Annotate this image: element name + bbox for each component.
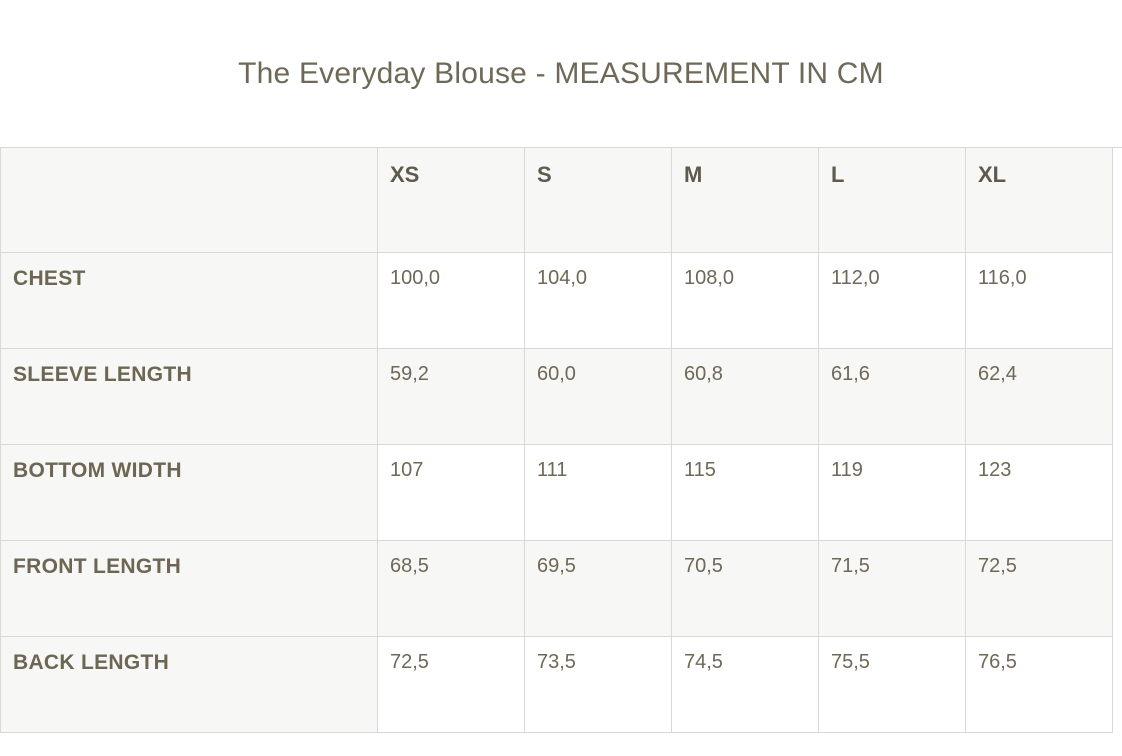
cell-chest-xl: 116,0: [966, 252, 1113, 348]
table-row: [1, 540, 1113, 636]
title-area: [0, 0, 1122, 148]
cell-back-length-xs: 72,5: [378, 636, 525, 732]
cell-chest-s: 104,0: [525, 252, 672, 348]
cell-front-length-xl: 72,5: [966, 540, 1113, 636]
cell-chest-xs: 100,0: [378, 252, 525, 348]
column-header-s: S: [525, 148, 672, 252]
cell-front-length-m: 70,5: [672, 540, 819, 636]
column-header-m: M: [672, 148, 819, 252]
table-row: [1, 348, 1113, 444]
cell-back-length-l: 75,5: [819, 636, 966, 732]
measurements-table: [0, 148, 1113, 733]
row-label-sleeve-length: SLEEVE LENGTH: [1, 348, 378, 444]
row-label-front-length: FRONT LENGTH: [1, 540, 378, 636]
cell-sleeve-length-l: 61,6: [819, 348, 966, 444]
table-row: [1, 636, 1113, 732]
column-header-l: L: [819, 148, 966, 252]
cell-bottom-width-l: 119: [819, 444, 966, 540]
cell-bottom-width-xl: 123: [966, 444, 1113, 540]
cell-front-length-xs: 68,5: [378, 540, 525, 636]
cell-sleeve-length-xl: 62,4: [966, 348, 1113, 444]
cell-sleeve-length-s: 60,0: [525, 348, 672, 444]
cell-bottom-width-xs: 107: [378, 444, 525, 540]
table-row: [1, 252, 1113, 348]
cell-chest-l: 112,0: [819, 252, 966, 348]
cell-back-length-xl: 76,5: [966, 636, 1113, 732]
cell-chest-m: 108,0: [672, 252, 819, 348]
cell-sleeve-length-xs: 59,2: [378, 348, 525, 444]
column-header-xs: XS: [378, 148, 525, 252]
cell-front-length-s: 69,5: [525, 540, 672, 636]
row-label-back-length: BACK LENGTH: [1, 636, 378, 732]
cell-back-length-s: 73,5: [525, 636, 672, 732]
table-corner-cell: [1, 148, 378, 252]
cell-bottom-width-s: 111: [525, 444, 672, 540]
cell-front-length-l: 71,5: [819, 540, 966, 636]
column-header-xl: XL: [966, 148, 1113, 252]
cell-back-length-m: 74,5: [672, 636, 819, 732]
table-row: [1, 444, 1113, 540]
cell-bottom-width-m: 115: [672, 444, 819, 540]
table-header-row: [1, 148, 1113, 252]
page-title: The Everyday Blouse - MEASUREMENT IN CM: [238, 56, 884, 90]
row-label-bottom-width: BOTTOM WIDTH: [1, 444, 378, 540]
row-label-chest: CHEST: [1, 252, 378, 348]
cell-sleeve-length-m: 60,8: [672, 348, 819, 444]
